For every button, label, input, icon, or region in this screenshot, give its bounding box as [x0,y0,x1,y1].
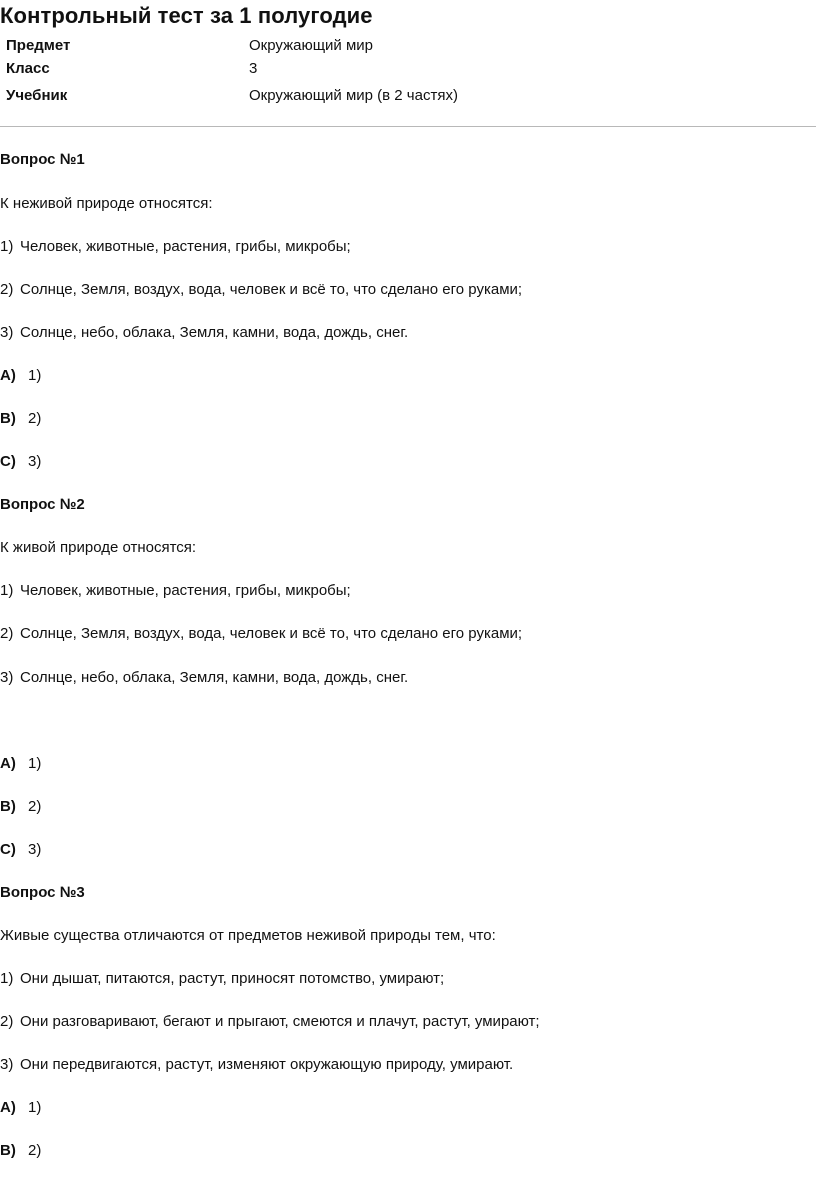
question-2-title: Вопрос №2 [0,496,85,513]
question-2-option-3 [0,669,408,686]
question-1-option-1 [0,238,351,255]
option-text: Человек, животные, растения, грибы, микробы; [20,238,351,255]
question-1-option-2 [0,281,522,298]
option-number: 3) [0,1056,14,1073]
option-text: Человек, животные, растения, грибы, микробы; [20,582,351,599]
option-number: 1) [0,582,14,599]
question-2-answer-a [0,755,41,772]
option-text: Они передвигаются, растут, изменяют окружающую природу, умирают. [20,1056,514,1073]
answer-letter: A) [0,367,16,384]
question-3-option-3 [0,1056,513,1073]
subject-value: Окружающий мир [249,37,373,54]
option-text: Солнце, Земля, воздух, вода, человек и всё то, что сделано его руками; [20,281,523,298]
answer-value: 3) [28,841,42,858]
option-number: 3) [0,669,14,686]
option-number: 1) [0,970,14,987]
option-number: 1) [0,238,14,255]
question-1-answer-c [0,453,41,470]
answer-letter: B) [0,410,16,427]
question-1-answer-a [0,367,41,384]
question-3-option-1 [0,970,444,987]
subject-label: Предмет [6,37,71,54]
textbook-value: Окружающий мир (в 2 частях) [249,87,458,104]
answer-letter: C) [0,453,16,470]
question-3-text: Живые существа отличаются от предметов неживой природы тем, что: [0,927,496,944]
answer-letter: A) [0,1099,16,1116]
page-title: Контрольный тест за 1 полугодие [0,3,373,28]
header-divider [0,126,816,127]
question-3-answer-b [0,1142,41,1159]
answer-letter: C) [0,841,16,858]
answer-letter: B) [0,1142,16,1159]
grade-label: Класс [6,60,50,77]
option-number: 2) [0,625,14,642]
option-text: Солнце, небо, облака, Земля, камни, вода, дождь, снег. [20,669,409,686]
option-text: Они разговаривают, бегают и прыгают, смеются и плачут, растут, умирают; [20,1013,540,1030]
answer-letter: B) [0,798,16,815]
answer-value: 1) [28,755,42,772]
answer-value: 1) [28,1099,42,1116]
answer-value: 2) [28,410,42,427]
option-number: 2) [0,1013,14,1030]
answer-value: 3) [28,453,42,470]
answer-value: 2) [28,1142,42,1159]
answer-letter: A) [0,755,16,772]
question-3-answer-a [0,1099,41,1116]
question-2-text: К живой природе относятся: [0,539,197,556]
question-1-option-3 [0,324,408,341]
question-2-option-2 [0,625,522,642]
option-text: Солнце, небо, облака, Земля, камни, вода, дождь, снег. [20,324,409,341]
question-3-title: Вопрос №3 [0,884,85,901]
question-1-title: Вопрос №1 [0,151,85,168]
option-text: Солнце, Земля, воздух, вода, человек и всё то, что сделано его руками; [20,625,523,642]
option-number: 2) [0,281,14,298]
question-1-answer-b [0,410,41,427]
option-number: 3) [0,324,14,341]
question-2-option-1 [0,582,351,599]
question-3-option-2 [0,1013,540,1030]
question-2-answer-b [0,798,41,815]
question-2-answer-c [0,841,41,858]
textbook-label: Учебник [6,87,68,104]
answer-value: 1) [28,367,42,384]
grade-value: 3 [249,60,258,77]
option-text: Они дышат, питаются, растут, приносят потомство, умирают; [20,970,445,987]
question-1-text: К неживой природе относятся: [0,195,213,212]
answer-value: 2) [28,798,42,815]
